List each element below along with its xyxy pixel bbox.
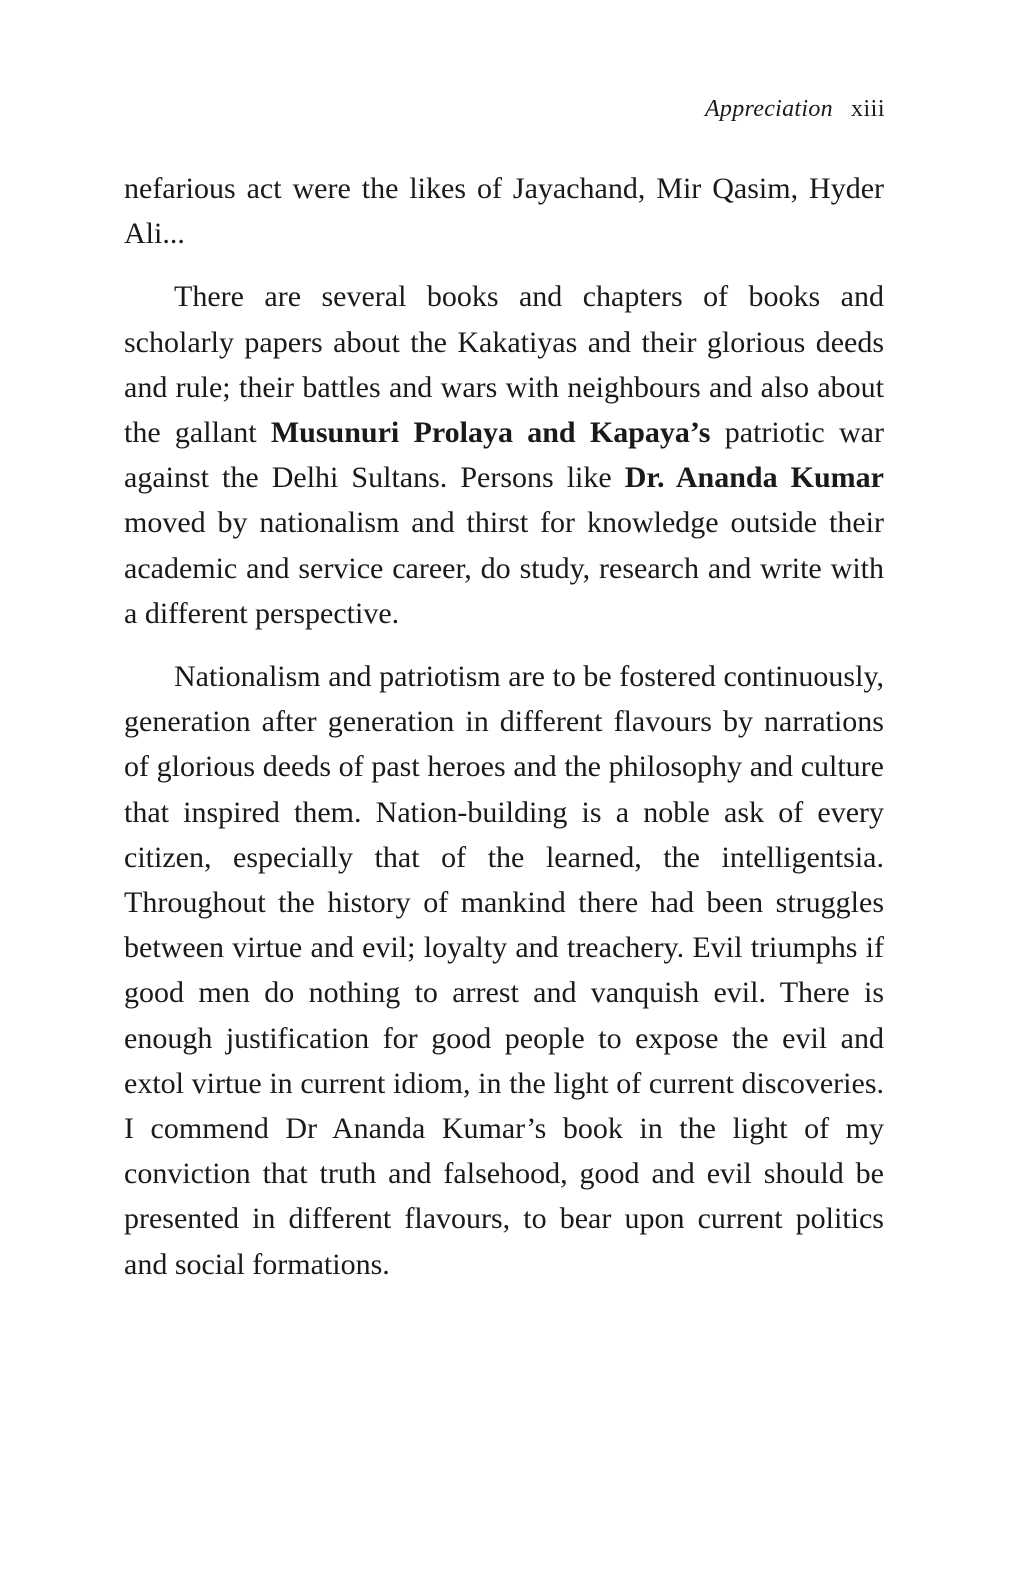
- page-number: xiii: [850, 96, 885, 122]
- paragraph-nationalism: Nationalism and patriotism are to be fostered continuously, generation after generation in different flavours by narrations of glorious deeds of past heroes and the philosophy and culture that inspired them. Nation-building is a noble ask of every citizen, especially that of the learned, the intelligentsia. Throughout the history of mankind there had been struggles between virtue and evil; loyalty and treachery. Evil triumphs if good men do nothing to arrest and vanquish evil. There is enough justification for good people to expose the evil and extol virtue in current idiom, in the light of current discoveries. I commend Dr Ananda Kumar’s book in the light of my conviction that truth and falsehood, good and evil should be presented in different flavours, to bear upon current politics and social formations.: [124, 660, 884, 1281]
- paragraph-text-segment: There are several books and chapters of books and scholarly papers about the Kakatiyas and their glorious deeds and rule; their battles and wars with neighbours and also about the gallant: [124, 280, 884, 450]
- running-head: [705, 92, 885, 126]
- paragraph-text-segment: moved by nationalism and thirst for knowledge outside their academic and service career, do study, research and write with a different perspective.: [124, 506, 884, 630]
- running-head-title: Appreciation: [704, 96, 833, 122]
- paragraph-text-segment: patriotic war against the Delhi Sultans. Persons like: [124, 416, 884, 495]
- paragraph-continuation: nefarious act were the likes of Jayachand, Mir Qasim, Hyder Ali...: [124, 172, 884, 251]
- paragraph-kakatiyas: [124, 274, 884, 636]
- body-text: [124, 166, 884, 1287]
- bold-name-ananda-kumar: Dr. Ananda Kumar: [624, 461, 884, 495]
- bold-name-musunuri: Musunuri Prolaya and Kapaya’s: [270, 416, 711, 450]
